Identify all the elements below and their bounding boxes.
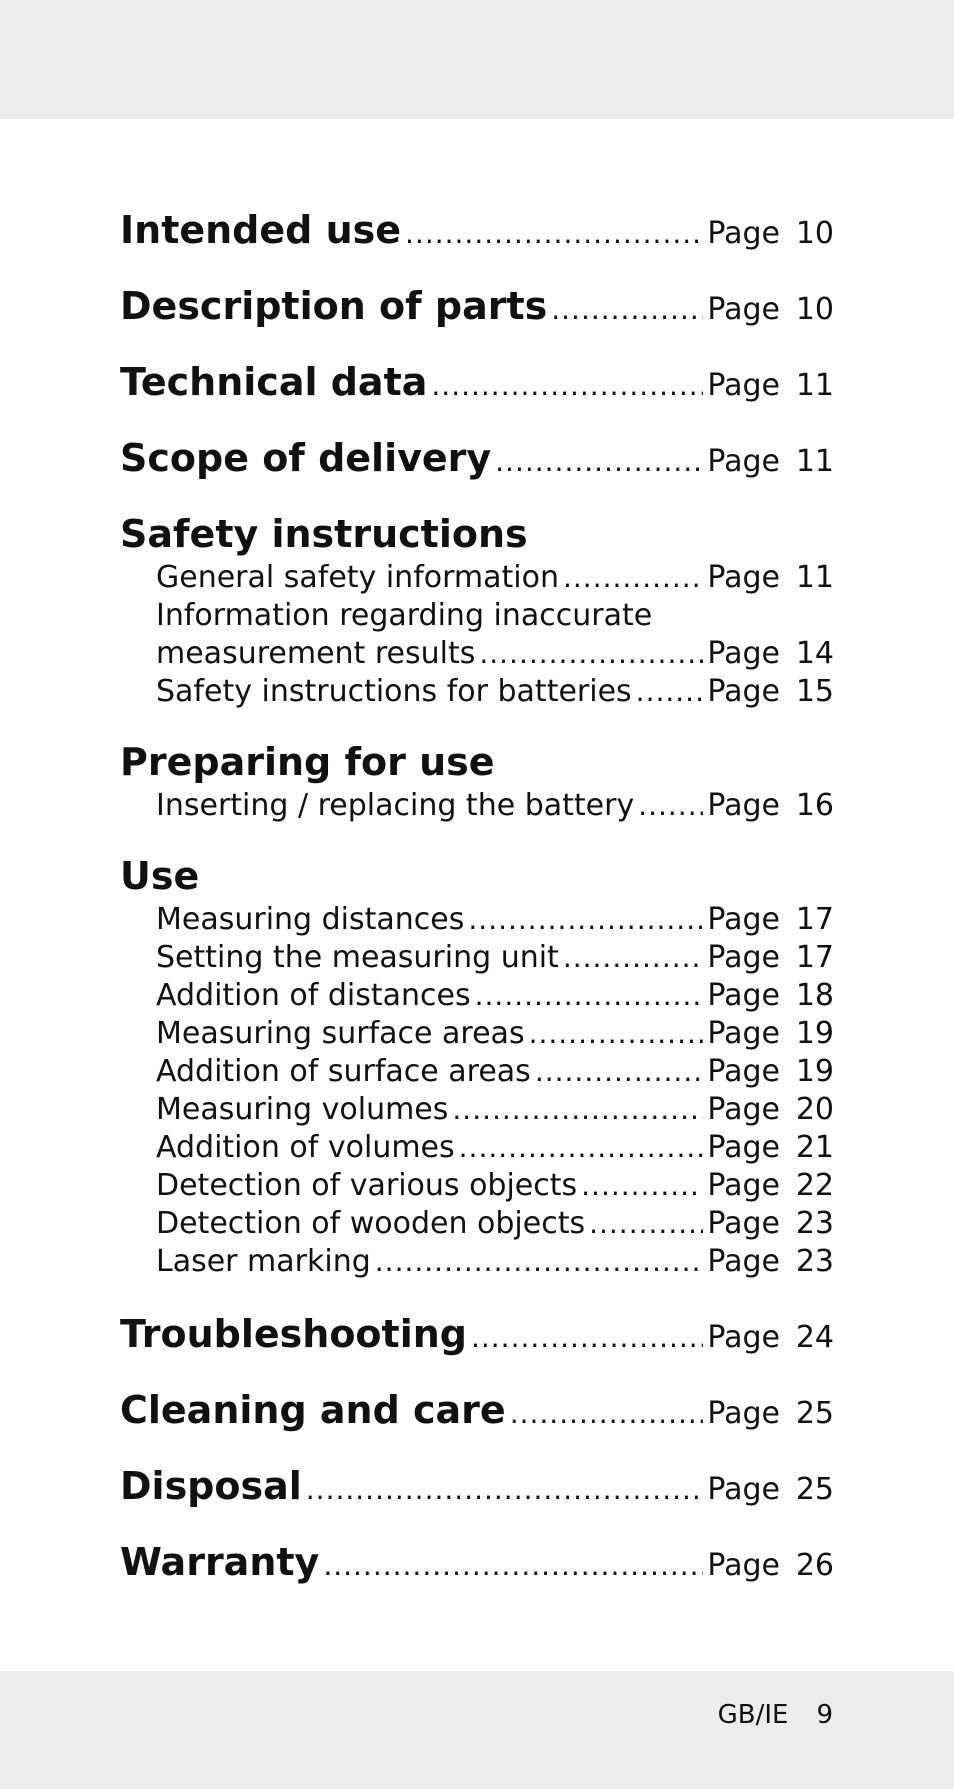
toc-entry-inaccurate-line1[interactable]: Information regarding inaccurate <box>156 598 653 633</box>
toc-entry-use-item[interactable] <box>156 940 834 975</box>
section-heading-use[interactable]: Use <box>120 854 200 898</box>
page-label: Page <box>707 1548 780 1583</box>
page-label: Page <box>707 1244 780 1279</box>
page-number: 15 <box>795 674 834 709</box>
toc-entry-title: Scope of delivery <box>120 436 492 480</box>
page-number: 23 <box>795 1206 834 1241</box>
leader-dots <box>510 1397 704 1430</box>
leader-dots <box>475 979 704 1012</box>
toc-entry-title: Laser marking <box>156 1244 371 1279</box>
page-number: 25 <box>795 1472 834 1507</box>
toc-entry-title: Detection of wooden objects <box>156 1206 586 1241</box>
page-label: Page <box>707 1168 780 1203</box>
toc-entry-cleaning-and-care[interactable] <box>120 1388 834 1432</box>
leader-dots <box>431 369 703 402</box>
toc-entry-scope-of-delivery[interactable] <box>120 436 834 480</box>
page-number: 10 <box>795 292 834 327</box>
toc-entry-use-item[interactable] <box>156 1054 834 1089</box>
toc-entry-use-item[interactable] <box>156 1206 834 1241</box>
page-number: 10 <box>795 216 834 251</box>
page-number: 24 <box>795 1320 834 1355</box>
page-number: 11 <box>795 444 834 479</box>
toc-entry-battery-safety[interactable] <box>156 674 834 709</box>
toc-entry-title: Measuring surface areas <box>156 1016 525 1051</box>
page-label: Page <box>707 1206 780 1241</box>
page-number: 11 <box>795 368 834 403</box>
footer-band <box>0 1671 954 1789</box>
page-number: 25 <box>795 1396 834 1431</box>
leader-dots <box>479 637 703 670</box>
leader-dots <box>495 445 703 478</box>
toc-entry-use-item[interactable] <box>156 1016 834 1051</box>
toc-entry-title: Measuring volumes <box>156 1092 449 1127</box>
page-label: Page <box>707 636 780 671</box>
page-label: Page <box>707 902 780 937</box>
toc-entry-description-of-parts[interactable] <box>120 284 834 328</box>
toc-entry-use-item[interactable] <box>156 1168 834 1203</box>
section-heading-safety-instructions[interactable]: Safety instructions <box>120 512 528 556</box>
leader-dots <box>306 1473 704 1506</box>
page-label: Page <box>707 978 780 1013</box>
toc-entry-use-item[interactable] <box>156 1130 834 1165</box>
page-label: Page <box>707 1016 780 1051</box>
toc-entry-inaccurate-results[interactable] <box>156 636 834 671</box>
toc-entry-general-safety[interactable] <box>156 560 834 595</box>
page-label: Page <box>707 216 780 251</box>
leader-dots <box>323 1549 703 1582</box>
page-label: Page <box>707 1472 780 1507</box>
page-label: Page <box>707 292 780 327</box>
toc-entry-warranty[interactable] <box>120 1540 834 1584</box>
page-label: Page <box>707 368 780 403</box>
page-number: 26 <box>795 1548 834 1583</box>
toc-entry-title: Description of parts <box>120 284 548 328</box>
leader-dots <box>581 1169 703 1202</box>
leader-dots <box>459 1131 704 1164</box>
toc-entry-use-item[interactable] <box>156 1244 834 1279</box>
page-label: Page <box>707 1396 780 1431</box>
toc-entry-title: Disposal <box>120 1464 302 1508</box>
toc-entry-title: Cleaning and care <box>120 1388 506 1432</box>
page-number: 19 <box>795 1016 834 1051</box>
page-number: 17 <box>795 902 834 937</box>
leader-dots <box>551 293 703 326</box>
toc-entry-title: Addition of distances <box>156 978 471 1013</box>
toc-entry-title: Measuring distances <box>156 902 465 937</box>
toc-entry-title: Technical data <box>120 360 428 404</box>
toc-entry-title: Warranty <box>120 1540 320 1584</box>
page-number: 19 <box>795 1054 834 1089</box>
toc-entry-title: Setting the measuring unit <box>156 940 559 975</box>
toc-entry-title: measurement results <box>156 636 476 671</box>
toc-entry-disposal[interactable] <box>120 1464 834 1508</box>
page-label: Page <box>707 940 780 975</box>
toc-entry-title: Addition of volumes <box>156 1130 455 1165</box>
toc-entry-troubleshooting[interactable] <box>120 1312 834 1356</box>
leader-dots <box>468 903 703 936</box>
toc-entry-title: Detection of various objects <box>156 1168 578 1203</box>
page-label: Page <box>707 1054 780 1089</box>
leader-dots <box>452 1093 703 1126</box>
leader-dots <box>375 1245 704 1278</box>
toc-entry-title: Inserting / replacing the battery <box>156 788 635 823</box>
toc-entry-technical-data[interactable] <box>120 360 834 404</box>
page-number: 18 <box>795 978 834 1013</box>
leader-dots <box>563 941 704 974</box>
header-band <box>0 0 954 119</box>
page-number: 16 <box>795 788 834 823</box>
page-label: Page <box>707 1320 780 1355</box>
page-label: Page <box>707 674 780 709</box>
leader-dots <box>471 1321 703 1354</box>
toc-entry-use-item[interactable] <box>156 1092 834 1127</box>
toc-entry-inserting-battery[interactable] <box>156 788 834 823</box>
leader-dots <box>535 1055 704 1088</box>
section-heading-preparing-for-use[interactable]: Preparing for use <box>120 740 495 784</box>
toc-entry-use-item[interactable] <box>156 902 834 937</box>
leader-dots <box>636 675 704 708</box>
leader-dots <box>589 1207 703 1240</box>
page-number: 23 <box>795 1244 834 1279</box>
page-label: Page <box>707 444 780 479</box>
footer-page-number: 9 <box>816 1700 833 1730</box>
leader-dots <box>529 1017 704 1050</box>
toc-entry-title: Troubleshooting <box>120 1312 467 1356</box>
toc-entry-title: Safety instructions for batteries <box>156 674 632 709</box>
page-number: 20 <box>795 1092 834 1127</box>
page-label: Page <box>707 788 780 823</box>
toc-entry-title: General safety information <box>156 560 559 595</box>
language-code: GB/IE <box>717 1700 789 1730</box>
page-number: 14 <box>795 636 834 671</box>
page-label: Page <box>707 1130 780 1165</box>
leader-dots <box>638 789 703 822</box>
page-number: 21 <box>795 1130 834 1165</box>
toc-entry-use-item[interactable] <box>156 978 834 1013</box>
page-label: Page <box>707 1092 780 1127</box>
leader-dots <box>563 561 703 594</box>
page-footer <box>718 1700 833 1730</box>
toc-entry-title: Addition of surface areas <box>156 1054 531 1089</box>
toc-entry-intended-use[interactable] <box>120 208 834 252</box>
page-label: Page <box>707 560 780 595</box>
page-number: 22 <box>795 1168 834 1203</box>
page-number: 11 <box>795 560 834 595</box>
page-number: 17 <box>795 940 834 975</box>
toc-entry-title: Intended use <box>120 208 402 252</box>
leader-dots <box>405 217 703 250</box>
